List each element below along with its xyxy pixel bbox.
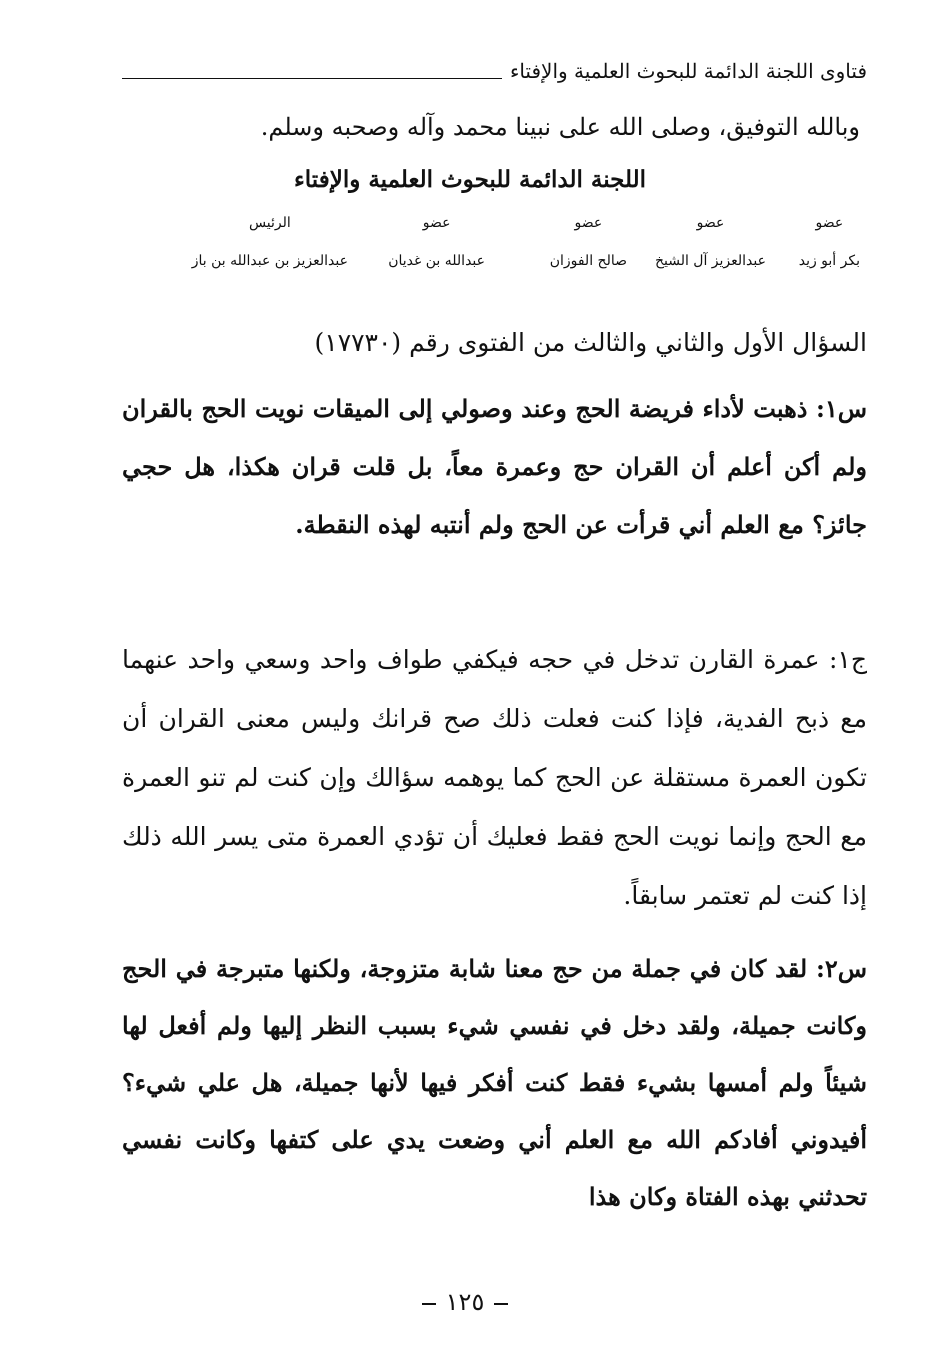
signer [655,204,766,280]
page-number-value: ١٢٥ [445,1288,485,1316]
signer [550,204,627,280]
dash-right [422,1303,436,1305]
signer-name: بكر أبو زيد [798,253,860,269]
signature-block [160,204,860,274]
signer [192,204,348,280]
signer-name: صالح الفوزان [549,253,627,269]
page-number [0,1288,930,1316]
question-2: س٢: لقد كان في جملة من حج معنا شابة متزوجة، ولكنها متبرجة في الحج وكانت جميلة، ولقد دخل في نفسي شيء بسبب النظر إليها ولم أفعل لها شيئاً ولم أمسها بشيء فقط كنت أفكر فيها لأنها جميلة، هل علي شيء؟ أفيدوني أفادكم الله مع العلم أني وضعت يدي على كتفها وكانت نفسي تحدثني بهذه الفتاة وكان هذا [122,954,867,1211]
dash-left [494,1303,508,1305]
signer-name: عبدالله بن غديان [388,253,485,269]
signer-role: عضو [815,215,844,231]
running-header [122,56,867,86]
header-title: فتاوى اللجنة الدائمة للبحوث العلمية والإفتاء [509,59,867,83]
signer-role: عضو [574,215,603,231]
section-heading: السؤال الأول والثاني والثالث من الفتوى رقم (١٧٧٣٠) [314,328,867,357]
signer-role: عضو [422,215,451,231]
closing-line: وبالله التوفيق، وصلى الله على نبينا محمد وآله وصحبه وسلم. [260,113,860,141]
signer [799,204,860,280]
question-1: س١: ذهبت لأداء فريضة الحج وعند وصولي إلى الميقات نويت الحج بالقران ولم أكن أعلم أن القران حج وعمرة معاً، بل قلت قران هكذا، هل حجي جائز؟ مع العلم أني قرأت عن الحج ولم أنتبه لهذه النقطة. [122,394,867,539]
signer-name: عبدالعزيز آل الشيخ [654,253,766,269]
answer-1: ج١: عمرة القارن تدخل في حجه فيكفي طواف واحد وسعي واحد عنهما مع ذبح الفدية، فإذا كنت فعلت ذلك صح قرانك وليس معنى القران أن تكون العمرة مستقلة عن الحج كما يوهمه سؤالك وإن كنت لم تنو العمرة مع الحج وإنما نويت الحج فقط فعليك أن تؤدي العمرة متى يسر الله ذلك إذا كنت لم تعتمر سابقاً. [122,645,867,910]
signer-name: عبدالعزيز بن عبدالله بن باز [191,253,348,269]
committee-title: اللجنة الدائمة للبحوث العلمية والإفتاء [293,166,647,193]
signer [388,204,485,280]
header-rule [122,64,502,79]
signer-role: الرئيس [248,215,291,231]
signer-role: عضو [696,215,725,231]
